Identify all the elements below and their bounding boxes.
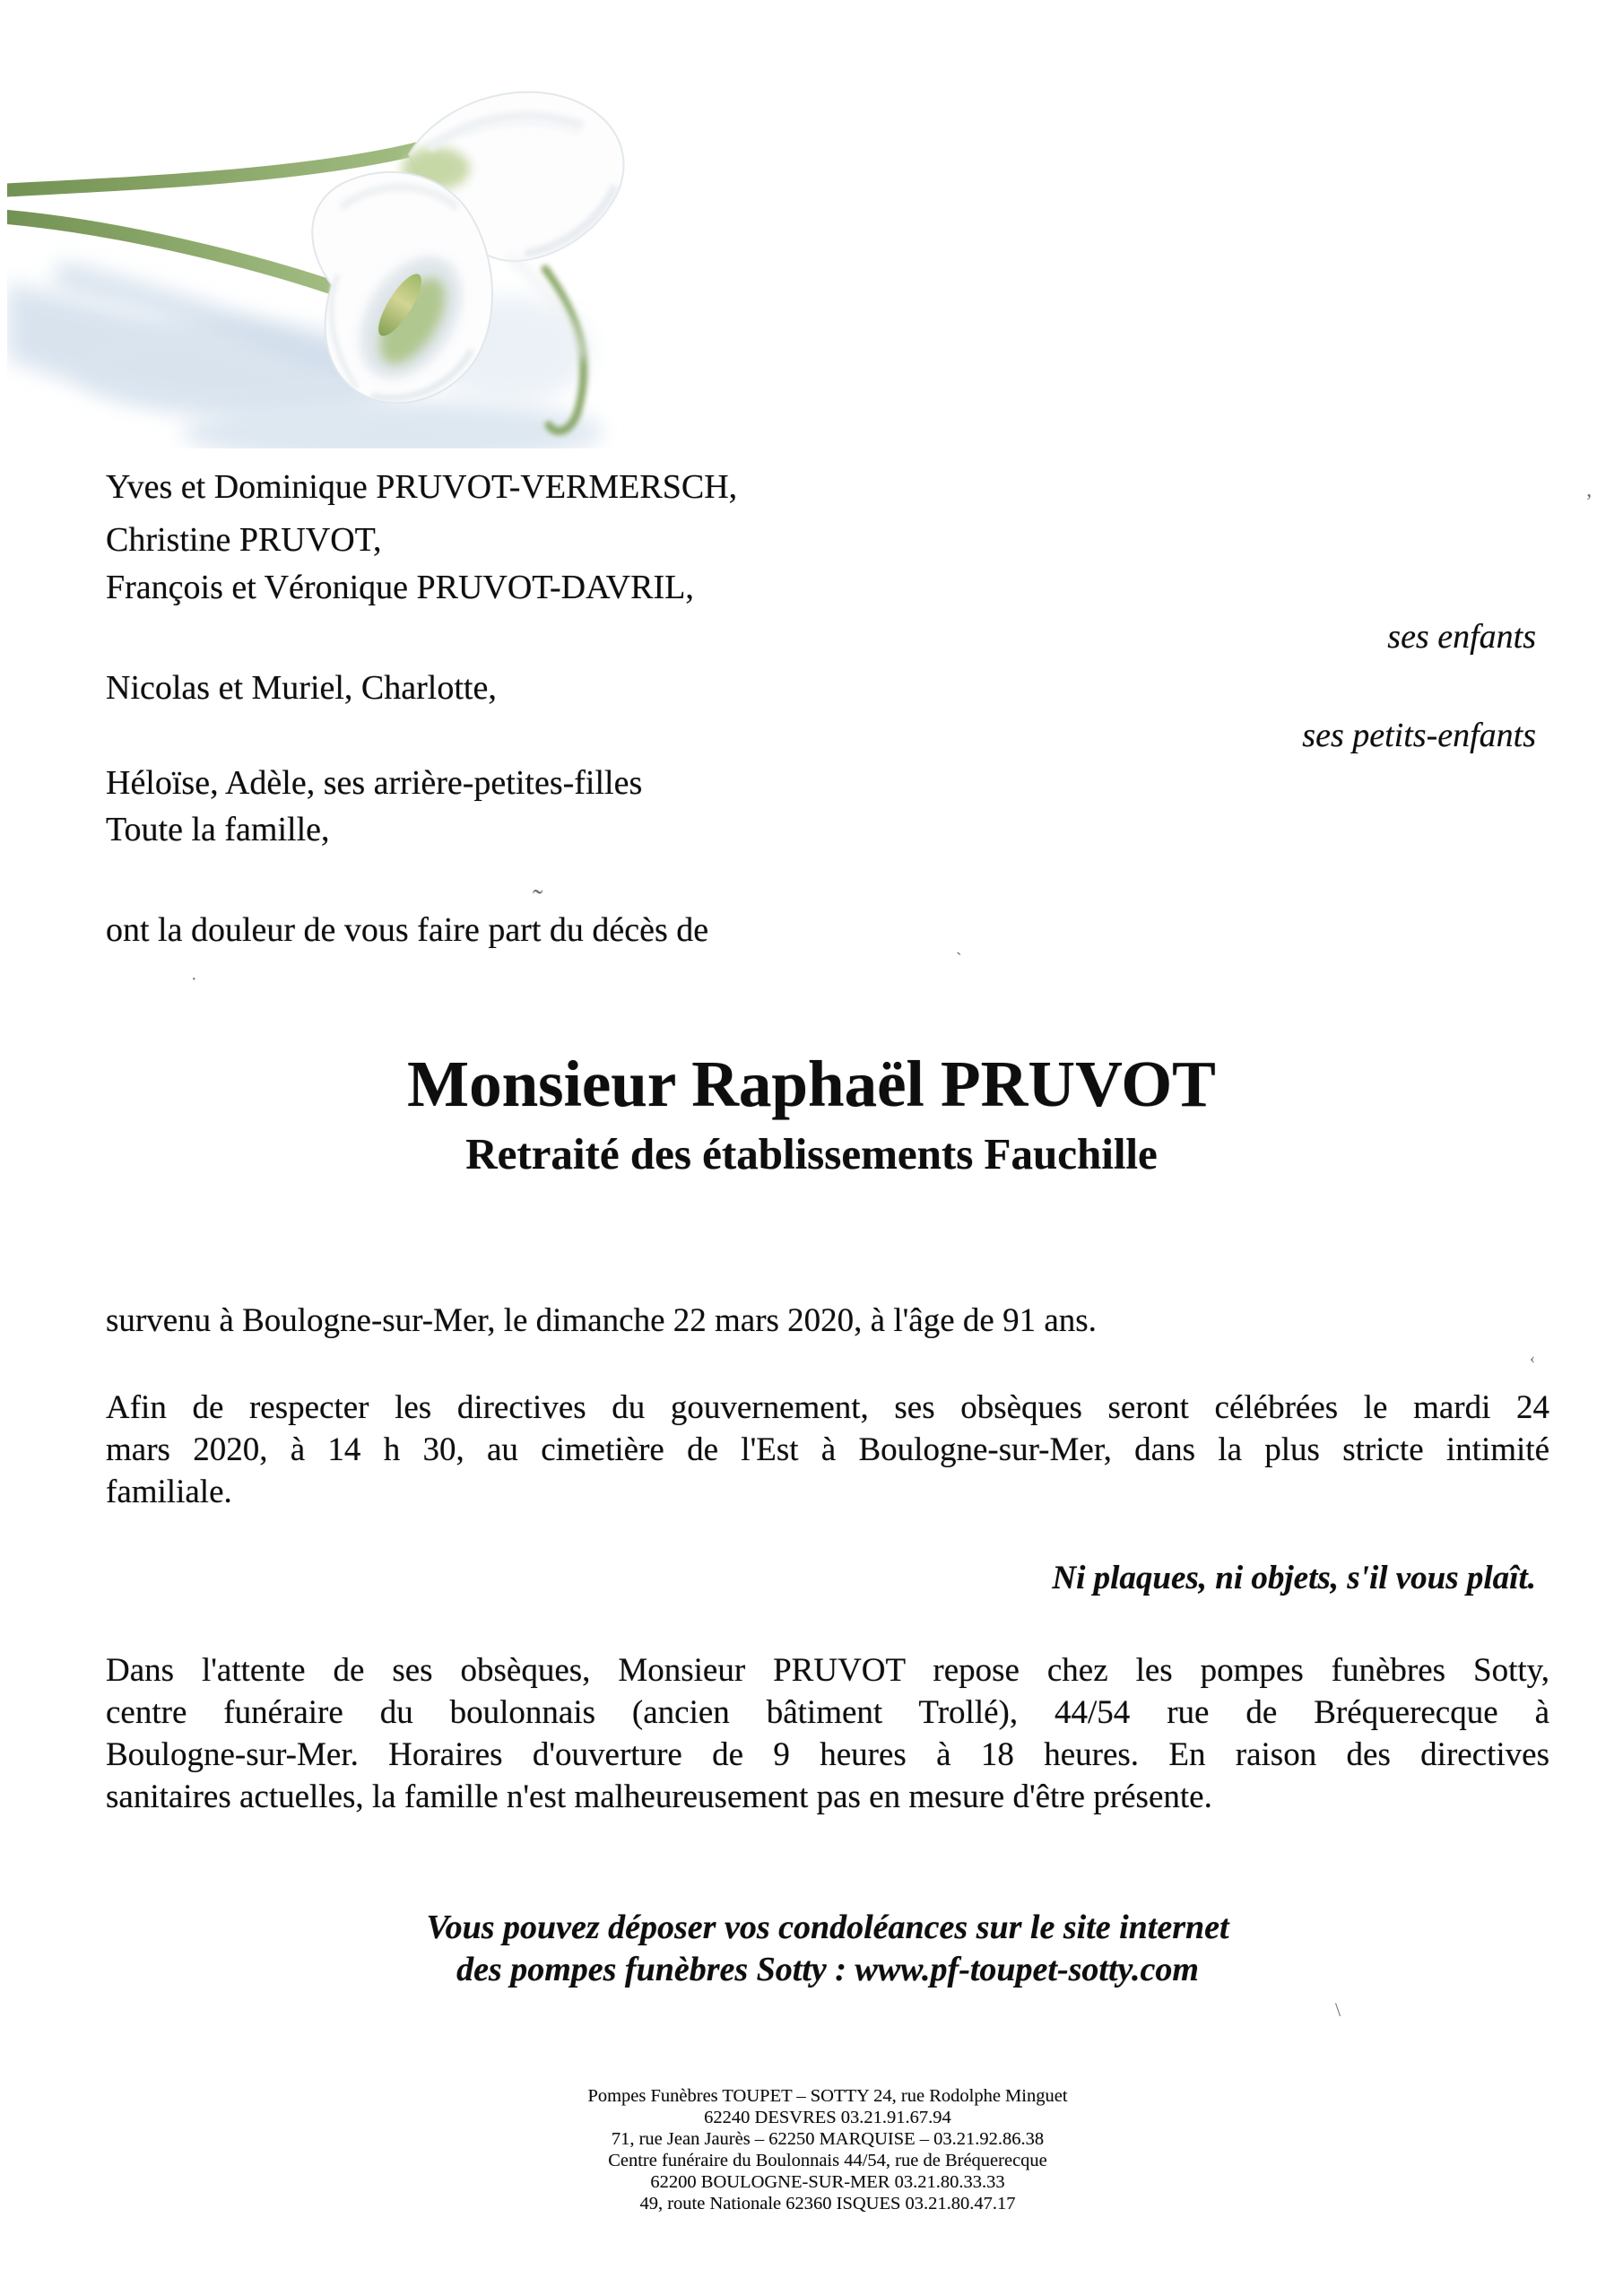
repose-paragraph	[106, 1649, 1549, 1818]
funeral-line-1: Afin de respecter les directives du gouvernement, ses obsèques seront célébrées le mardi 24	[106, 1389, 1549, 1426]
scan-speck: ’	[1585, 491, 1593, 514]
scan-speck: ·	[191, 970, 197, 989]
funeral-line-2: mars 2020, à 14 h 30, au cimetière de l'Est à Boulogne-sur-Mer, dans la plus stricte intimité	[106, 1431, 1549, 1468]
family-grandchildren-line: Nicolas et Muriel, Charlotte,	[106, 669, 497, 707]
announcement-line: ont la douleur de vous faire part du décès de	[106, 911, 709, 949]
repose-line-3: Boulogne-sur-Mer. Horaires d'ouverture de 9 heures à 18 heures. En raison des directives	[106, 1736, 1549, 1773]
no-plaques-request: Ni plaques, ni objets, s'il vous plaît.	[1052, 1560, 1536, 1596]
scan-speck: ˜	[533, 884, 543, 918]
funeral-home-footer	[106, 2085, 1549, 2214]
deceased-title: Retraité des établissements Fauchille	[465, 1129, 1158, 1178]
repose-line-4: sanitaires actuelles, la famille n'est malheureusement pas en mesure d'être présente.	[106, 1779, 1212, 1815]
repose-line-1: Dans l'attente de ses obsèques, Monsieur PRUVOT repose chez les pompes funèbres Sotty,	[106, 1652, 1549, 1689]
calla-lilies-photo	[7, 81, 653, 448]
footer-desvres-line: 62240 DESVRES 03.21.91.67.94	[704, 2108, 951, 2127]
footer-company-line: Pompes Funèbres TOUPET – SOTTY 24, rue Rodolphe Minguet	[587, 2086, 1068, 2106]
footer-boulogne-line: 62200 BOULOGNE-SUR-MER 03.21.80.33.33	[650, 2172, 1005, 2192]
deceased-name: Monsieur Raphaël PRUVOT	[407, 1048, 1216, 1120]
condolences-note	[106, 1907, 1549, 1991]
scan-speck: \	[1335, 1998, 1341, 2021]
funeral-line-3: familiale.	[106, 1474, 232, 1510]
family-great-grandchildren-line: Héloïse, Adèle, ses arrière-petites-filles	[106, 764, 643, 802]
footer-centre-line: Centre funéraire du Boulonnais 44/54, rue de Bréquerecque	[608, 2151, 1047, 2170]
repose-line-2: centre funéraire du boulonnais (ancien bâtiment Trollé), 44/54 rue de Bréquerecque à	[106, 1694, 1549, 1731]
condolences-line-2: des pompes funèbres Sotty : www.pf-toupet-sotty.com	[456, 1951, 1199, 1988]
scan-speck: ‹	[1530, 1349, 1535, 1367]
family-whole-family-line: Toute la famille,	[106, 811, 330, 848]
scan-speck: `	[956, 950, 962, 970]
family-child-line-3: François et Véronique PRUVOT-DAVRIL,	[106, 569, 694, 606]
footer-marquise-line: 71, rue Jean Jaurès – 62250 MARQUISE – 03.21.92.86.38	[611, 2129, 1045, 2149]
family-child-line-2: Christine PRUVOT,	[106, 521, 382, 559]
footer-isques-line: 49, route Nationale 62360 ISQUES 03.21.80.47.17	[639, 2194, 1016, 2213]
family-child-line-1: Yves et Dominique PRUVOT-VERMERSCH,	[106, 468, 738, 506]
grandchildren-relation-label: ses petits-enfants	[1302, 717, 1536, 754]
funeral-paragraph	[106, 1387, 1549, 1513]
condolences-line-1: Vous pouvez déposer vos condoléances sur le site internet	[426, 1909, 1229, 1946]
children-relation-label: ses enfants	[1387, 618, 1536, 656]
death-notice-line: survenu à Boulogne-sur-Mer, le dimanche 22 mars 2020, à l'âge de 91 ans.	[106, 1302, 1097, 1339]
